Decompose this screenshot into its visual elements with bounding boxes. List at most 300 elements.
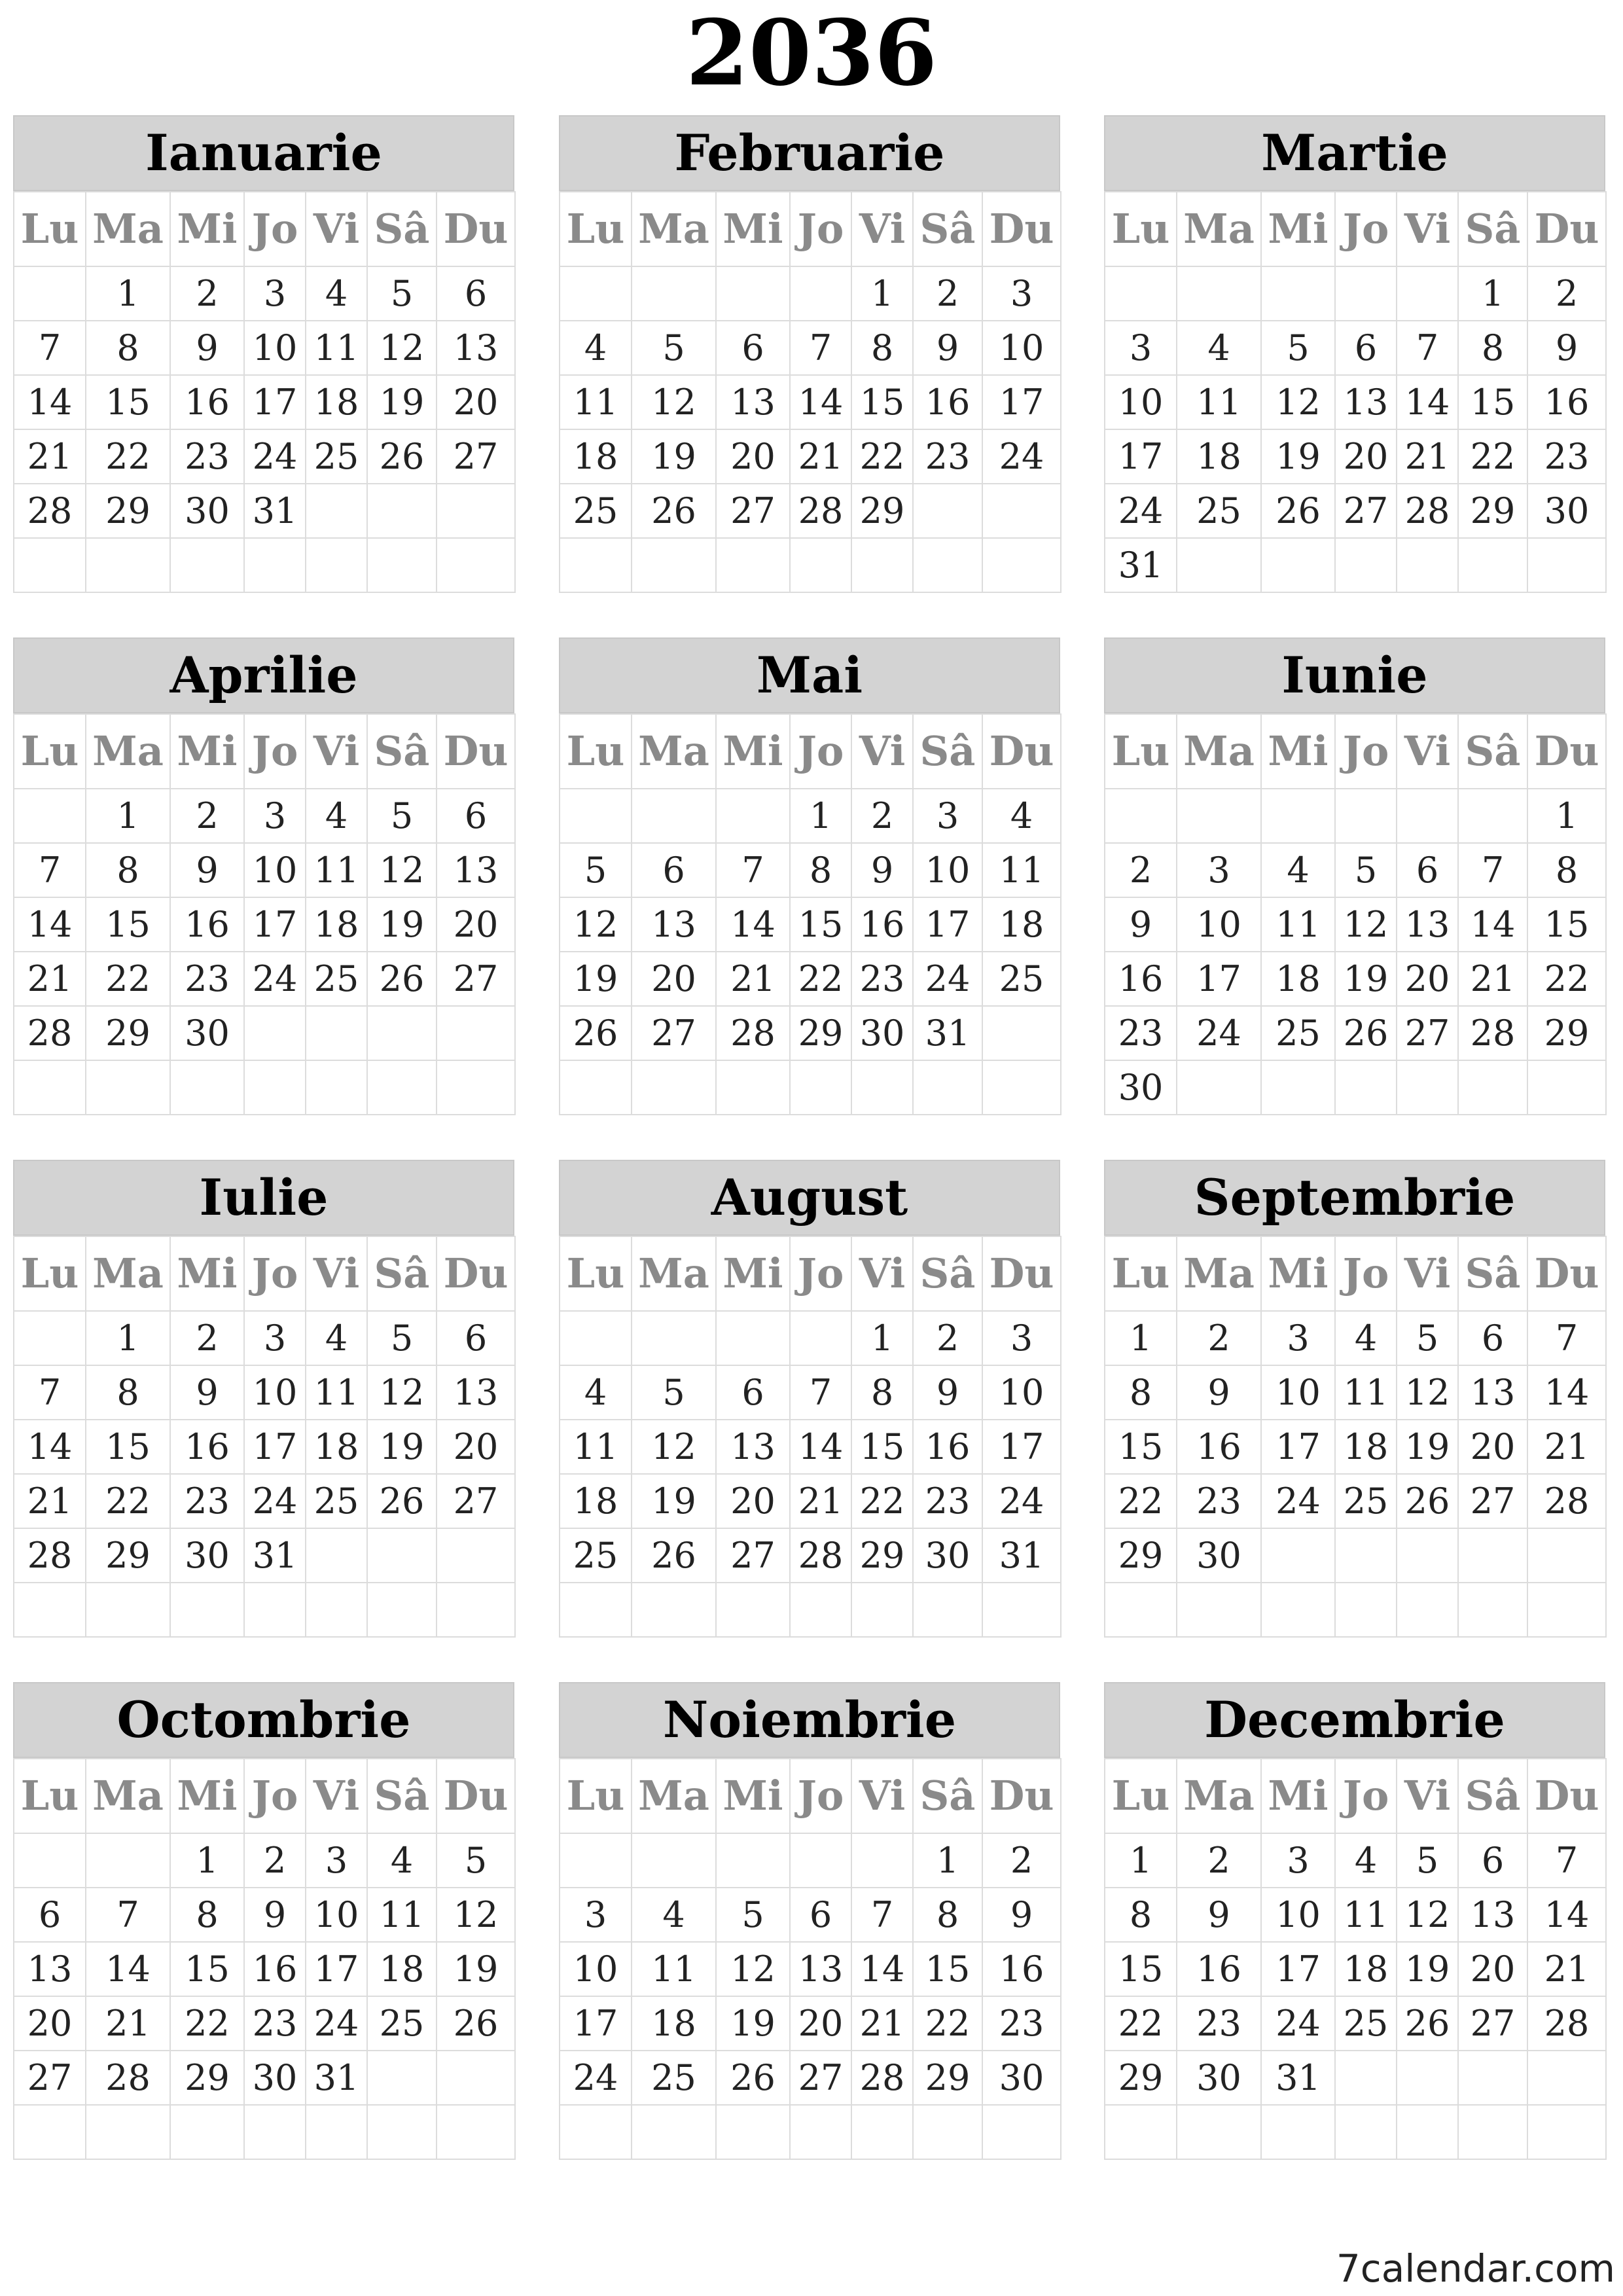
- day-cell: 17: [913, 897, 982, 952]
- day-cell: [632, 1833, 716, 1888]
- weekday-label: Jo: [244, 714, 306, 789]
- weekday-label: Sâ: [1458, 1759, 1527, 1833]
- day-cell: 9: [244, 1888, 306, 1942]
- month-table: [1104, 1236, 1607, 1638]
- day-cell: 15: [86, 1420, 170, 1474]
- day-cell: [170, 1060, 244, 1115]
- week-row: [14, 1311, 515, 1365]
- day-cell: 3: [1177, 843, 1261, 897]
- day-cell: 10: [982, 321, 1061, 375]
- day-cell: 18: [306, 897, 367, 952]
- day-cell: [1261, 789, 1335, 843]
- weekday-label: Ma: [86, 192, 170, 266]
- day-cell: 6: [437, 789, 515, 843]
- day-cell: [367, 2105, 437, 2159]
- day-cell: 8: [1527, 843, 1606, 897]
- day-cell: 10: [1177, 897, 1261, 952]
- day-cell: 25: [306, 1474, 367, 1528]
- day-cell: 29: [86, 1006, 170, 1060]
- day-cell: [632, 789, 716, 843]
- day-cell: 3: [982, 266, 1061, 321]
- weekday-label: Lu: [14, 714, 86, 789]
- day-cell: 25: [560, 1528, 632, 1583]
- day-cell: 1: [86, 1311, 170, 1365]
- day-cell: 14: [1397, 375, 1458, 429]
- week-row: [1105, 429, 1606, 484]
- day-cell: 13: [790, 1942, 851, 1996]
- day-cell: 26: [367, 429, 437, 484]
- day-cell: 7: [1527, 1311, 1606, 1365]
- weekday-label: Mi: [716, 1759, 790, 1833]
- day-cell: 9: [170, 1365, 244, 1420]
- day-cell: 12: [437, 1888, 515, 1942]
- day-cell: 21: [86, 1996, 170, 2051]
- day-cell: 25: [1335, 1474, 1397, 1528]
- day-cell: 4: [306, 1311, 367, 1365]
- day-cell: 5: [437, 1833, 515, 1888]
- day-cell: 29: [1527, 1006, 1606, 1060]
- day-cell: 12: [367, 1365, 437, 1420]
- day-cell: 4: [367, 1833, 437, 1888]
- day-cell: 24: [982, 1474, 1061, 1528]
- week-row: [560, 266, 1061, 321]
- day-cell: [632, 266, 716, 321]
- day-cell: [632, 1060, 716, 1115]
- day-cell: 16: [1177, 1420, 1261, 1474]
- day-cell: 19: [367, 897, 437, 952]
- week-row: [1105, 2105, 1606, 2159]
- month-table: [13, 191, 516, 593]
- day-cell: [632, 1311, 716, 1365]
- day-cell: 3: [244, 1311, 306, 1365]
- weekday-label: Sâ: [367, 714, 437, 789]
- day-cell: 20: [1458, 1942, 1527, 1996]
- day-cell: 6: [14, 1888, 86, 1942]
- day-cell: 18: [1261, 952, 1335, 1006]
- day-cell: [1335, 1583, 1397, 1637]
- weekday-label: Ma: [1177, 1236, 1261, 1311]
- day-cell: [1105, 1583, 1177, 1637]
- weekday-label: Ma: [632, 1759, 716, 1833]
- day-cell: [790, 1311, 851, 1365]
- month-name: Ianuarie: [13, 115, 514, 191]
- day-cell: 3: [306, 1833, 367, 1888]
- week-row: [1105, 1365, 1606, 1420]
- day-cell: 28: [790, 1528, 851, 1583]
- day-cell: [14, 1833, 86, 1888]
- day-cell: 1: [913, 1833, 982, 1888]
- day-cell: 26: [1335, 1006, 1397, 1060]
- day-cell: 25: [1177, 484, 1261, 538]
- day-cell: [913, 2105, 982, 2159]
- day-cell: 22: [851, 1474, 913, 1528]
- weekday-label: Ma: [86, 714, 170, 789]
- weekday-label: Sâ: [367, 1236, 437, 1311]
- week-row: [560, 897, 1061, 952]
- week-row: [1105, 266, 1606, 321]
- day-cell: [367, 1528, 437, 1583]
- weekday-label: Du: [437, 1759, 515, 1833]
- week-row: [560, 1833, 1061, 1888]
- day-cell: [244, 2105, 306, 2159]
- day-cell: [306, 484, 367, 538]
- day-cell: 30: [1177, 1528, 1261, 1583]
- day-cell: [716, 1311, 790, 1365]
- day-cell: 27: [1458, 1996, 1527, 2051]
- day-cell: [14, 2105, 86, 2159]
- weekday-label: Du: [1527, 1236, 1606, 1311]
- weekday-label: Vi: [851, 192, 913, 266]
- day-cell: [306, 1006, 367, 1060]
- day-cell: 22: [1105, 1996, 1177, 2051]
- day-cell: 26: [367, 952, 437, 1006]
- day-cell: [14, 538, 86, 592]
- day-cell: [790, 1833, 851, 1888]
- day-cell: 7: [14, 843, 86, 897]
- day-cell: 15: [790, 897, 851, 952]
- day-cell: [1527, 1060, 1606, 1115]
- week-row: [560, 1006, 1061, 1060]
- week-row: [560, 1060, 1061, 1115]
- day-cell: 14: [851, 1942, 913, 1996]
- week-row: [1105, 375, 1606, 429]
- day-cell: 7: [851, 1888, 913, 1942]
- day-cell: 3: [244, 789, 306, 843]
- day-cell: 18: [560, 1474, 632, 1528]
- month-table: [13, 1236, 516, 1638]
- week-row: [560, 2051, 1061, 2105]
- day-cell: 19: [632, 1474, 716, 1528]
- day-cell: 23: [1105, 1006, 1177, 1060]
- day-cell: 12: [367, 321, 437, 375]
- day-cell: [632, 538, 716, 592]
- day-cell: [851, 2105, 913, 2159]
- day-cell: 25: [1335, 1996, 1397, 2051]
- day-cell: 6: [1335, 321, 1397, 375]
- day-cell: [14, 1311, 86, 1365]
- day-cell: 1: [1105, 1311, 1177, 1365]
- day-cell: [716, 1833, 790, 1888]
- day-cell: 4: [982, 789, 1061, 843]
- day-cell: 29: [790, 1006, 851, 1060]
- day-cell: 6: [1458, 1311, 1527, 1365]
- day-cell: 3: [1261, 1833, 1335, 1888]
- day-cell: 24: [244, 429, 306, 484]
- day-cell: [437, 1583, 515, 1637]
- day-cell: 21: [1527, 1420, 1606, 1474]
- footer-site-label: 7calendar.com: [1336, 2246, 1615, 2291]
- day-cell: 3: [913, 789, 982, 843]
- month-table: [559, 1236, 1061, 1638]
- week-row: [560, 1996, 1061, 2051]
- day-cell: [1105, 2105, 1177, 2159]
- day-cell: 3: [1105, 321, 1177, 375]
- day-cell: 11: [560, 1420, 632, 1474]
- day-cell: 3: [982, 1311, 1061, 1365]
- day-cell: [367, 1060, 437, 1115]
- day-cell: 2: [170, 266, 244, 321]
- day-cell: [716, 1583, 790, 1637]
- day-cell: 9: [1105, 897, 1177, 952]
- day-cell: 15: [86, 375, 170, 429]
- day-cell: [851, 1833, 913, 1888]
- day-cell: 18: [632, 1996, 716, 2051]
- day-cell: 30: [851, 1006, 913, 1060]
- day-cell: 28: [716, 1006, 790, 1060]
- month-name: Noiembrie: [559, 1682, 1060, 1758]
- day-cell: 6: [632, 843, 716, 897]
- day-cell: 18: [1335, 1420, 1397, 1474]
- day-cell: [437, 484, 515, 538]
- week-row: [560, 1942, 1061, 1996]
- month-block-februarie: [559, 115, 1060, 594]
- day-cell: 25: [632, 2051, 716, 2105]
- day-cell: 5: [367, 266, 437, 321]
- day-cell: 31: [982, 1528, 1061, 1583]
- day-cell: 1: [1105, 1833, 1177, 1888]
- day-cell: 31: [913, 1006, 982, 1060]
- day-cell: 14: [14, 1420, 86, 1474]
- day-cell: 2: [170, 789, 244, 843]
- day-cell: 30: [982, 2051, 1061, 2105]
- day-cell: [982, 1006, 1061, 1060]
- day-cell: [1335, 538, 1397, 592]
- weekday-label: Ma: [86, 1236, 170, 1311]
- day-cell: 3: [1261, 1311, 1335, 1365]
- day-cell: 8: [790, 843, 851, 897]
- weekday-label: Du: [437, 1236, 515, 1311]
- week-row: [14, 375, 515, 429]
- day-cell: 27: [14, 2051, 86, 2105]
- day-cell: 27: [1397, 1006, 1458, 1060]
- month-table: [559, 191, 1061, 593]
- weekday-header-row: [1105, 1759, 1606, 1833]
- weekday-label: Jo: [790, 192, 851, 266]
- day-cell: [1261, 1060, 1335, 1115]
- day-cell: 5: [1335, 843, 1397, 897]
- day-cell: 15: [913, 1942, 982, 1996]
- week-row: [1105, 843, 1606, 897]
- day-cell: 28: [1527, 1996, 1606, 2051]
- day-cell: [982, 538, 1061, 592]
- day-cell: [1335, 789, 1397, 843]
- year-title: 2036: [685, 0, 938, 106]
- day-cell: 20: [1397, 952, 1458, 1006]
- day-cell: [982, 1583, 1061, 1637]
- weekday-label: Vi: [1397, 714, 1458, 789]
- day-cell: 7: [1458, 843, 1527, 897]
- day-cell: 23: [851, 952, 913, 1006]
- day-cell: [170, 538, 244, 592]
- day-cell: 4: [1335, 1311, 1397, 1365]
- week-row: [14, 1942, 515, 1996]
- day-cell: [716, 2105, 790, 2159]
- day-cell: 17: [560, 1996, 632, 2051]
- day-cell: 11: [306, 321, 367, 375]
- week-row: [14, 1528, 515, 1583]
- day-cell: 2: [1177, 1311, 1261, 1365]
- day-cell: [1458, 789, 1527, 843]
- day-cell: 2: [244, 1833, 306, 1888]
- day-cell: 16: [1527, 375, 1606, 429]
- day-cell: 14: [86, 1942, 170, 1996]
- day-cell: [716, 1060, 790, 1115]
- week-row: [14, 1833, 515, 1888]
- day-cell: 15: [1527, 897, 1606, 952]
- week-row: [14, 484, 515, 538]
- weekday-label: Jo: [1335, 1236, 1397, 1311]
- day-cell: [14, 789, 86, 843]
- week-row: [560, 1420, 1061, 1474]
- day-cell: [913, 1583, 982, 1637]
- day-cell: 18: [367, 1942, 437, 1996]
- day-cell: [1397, 266, 1458, 321]
- day-cell: 10: [1261, 1365, 1335, 1420]
- weekday-label: Du: [1527, 714, 1606, 789]
- day-cell: [1527, 1528, 1606, 1583]
- day-cell: 13: [1458, 1365, 1527, 1420]
- week-row: [560, 952, 1061, 1006]
- day-cell: [1397, 1528, 1458, 1583]
- day-cell: 31: [244, 1528, 306, 1583]
- day-cell: [1177, 2105, 1261, 2159]
- week-row: [560, 2105, 1061, 2159]
- day-cell: 11: [632, 1942, 716, 1996]
- week-row: [1105, 484, 1606, 538]
- day-cell: 9: [1527, 321, 1606, 375]
- week-row: [14, 266, 515, 321]
- day-cell: 14: [1458, 897, 1527, 952]
- weekday-label: Lu: [1105, 1236, 1177, 1311]
- day-cell: 29: [851, 484, 913, 538]
- day-cell: [1458, 538, 1527, 592]
- day-cell: 16: [244, 1942, 306, 1996]
- weekday-label: Ma: [1177, 714, 1261, 789]
- day-cell: [1458, 1583, 1527, 1637]
- day-cell: 11: [306, 843, 367, 897]
- day-cell: [913, 1060, 982, 1115]
- day-cell: 1: [851, 1311, 913, 1365]
- day-cell: 10: [244, 843, 306, 897]
- day-cell: 7: [790, 1365, 851, 1420]
- week-row: [14, 1996, 515, 2051]
- day-cell: 2: [1527, 266, 1606, 321]
- day-cell: [306, 1060, 367, 1115]
- weekday-label: Mi: [170, 1759, 244, 1833]
- week-row: [1105, 897, 1606, 952]
- week-row: [14, 952, 515, 1006]
- month-name: Februarie: [559, 115, 1060, 191]
- day-cell: 5: [1397, 1833, 1458, 1888]
- day-cell: 28: [86, 2051, 170, 2105]
- day-cell: [716, 538, 790, 592]
- day-cell: 8: [86, 1365, 170, 1420]
- weekday-label: Mi: [716, 714, 790, 789]
- week-row: [14, 897, 515, 952]
- day-cell: [244, 1006, 306, 1060]
- week-row: [14, 2105, 515, 2159]
- week-row: [14, 429, 515, 484]
- weekday-label: Du: [982, 1236, 1061, 1311]
- day-cell: 20: [14, 1996, 86, 2051]
- weekday-label: Lu: [560, 1759, 632, 1833]
- day-cell: 13: [1335, 375, 1397, 429]
- weekday-label: Sâ: [1458, 1236, 1527, 1311]
- day-cell: 17: [1105, 429, 1177, 484]
- month-name: August: [559, 1160, 1060, 1236]
- day-cell: 31: [306, 2051, 367, 2105]
- day-cell: 14: [716, 897, 790, 952]
- day-cell: 26: [367, 1474, 437, 1528]
- day-cell: 26: [560, 1006, 632, 1060]
- day-cell: 26: [437, 1996, 515, 2051]
- day-cell: [1261, 2105, 1335, 2159]
- day-cell: [790, 2105, 851, 2159]
- month-table: [1104, 713, 1607, 1115]
- week-row: [560, 1888, 1061, 1942]
- day-cell: 25: [982, 952, 1061, 1006]
- day-cell: 23: [913, 1474, 982, 1528]
- day-cell: 6: [790, 1888, 851, 1942]
- day-cell: 11: [367, 1888, 437, 1942]
- day-cell: 27: [1335, 484, 1397, 538]
- week-row: [1105, 1888, 1606, 1942]
- day-cell: [560, 1311, 632, 1365]
- day-cell: 13: [1458, 1888, 1527, 1942]
- day-cell: 26: [1261, 484, 1335, 538]
- day-cell: 1: [86, 266, 170, 321]
- weekday-label: Lu: [14, 192, 86, 266]
- day-cell: 22: [170, 1996, 244, 2051]
- day-cell: 14: [790, 1420, 851, 1474]
- day-cell: [14, 266, 86, 321]
- week-row: [1105, 789, 1606, 843]
- day-cell: 17: [244, 1420, 306, 1474]
- weekday-label: Sâ: [913, 1236, 982, 1311]
- weekday-header-row: [1105, 192, 1606, 266]
- weekday-label: Sâ: [367, 1759, 437, 1833]
- month-name: Aprilie: [13, 637, 514, 713]
- day-cell: [1397, 1583, 1458, 1637]
- day-cell: 15: [86, 897, 170, 952]
- day-cell: 24: [1105, 484, 1177, 538]
- day-cell: 19: [437, 1942, 515, 1996]
- day-cell: [1397, 1060, 1458, 1115]
- day-cell: 25: [560, 484, 632, 538]
- day-cell: [982, 484, 1061, 538]
- weekday-label: Mi: [170, 1236, 244, 1311]
- day-cell: 30: [170, 1006, 244, 1060]
- day-cell: 6: [1458, 1833, 1527, 1888]
- day-cell: 21: [790, 1474, 851, 1528]
- week-row: [1105, 1583, 1606, 1637]
- day-cell: 13: [437, 321, 515, 375]
- day-cell: 31: [1105, 538, 1177, 592]
- day-cell: 22: [1105, 1474, 1177, 1528]
- day-cell: 18: [1177, 429, 1261, 484]
- week-row: [560, 1365, 1061, 1420]
- weekday-label: Du: [982, 1759, 1061, 1833]
- weekday-label: Sâ: [1458, 714, 1527, 789]
- day-cell: 11: [1335, 1365, 1397, 1420]
- day-cell: [244, 538, 306, 592]
- weekday-label: Sâ: [913, 1759, 982, 1833]
- day-cell: [982, 2105, 1061, 2159]
- day-cell: 16: [913, 1420, 982, 1474]
- day-cell: 31: [244, 484, 306, 538]
- day-cell: 13: [716, 375, 790, 429]
- weekday-label: Vi: [851, 1236, 913, 1311]
